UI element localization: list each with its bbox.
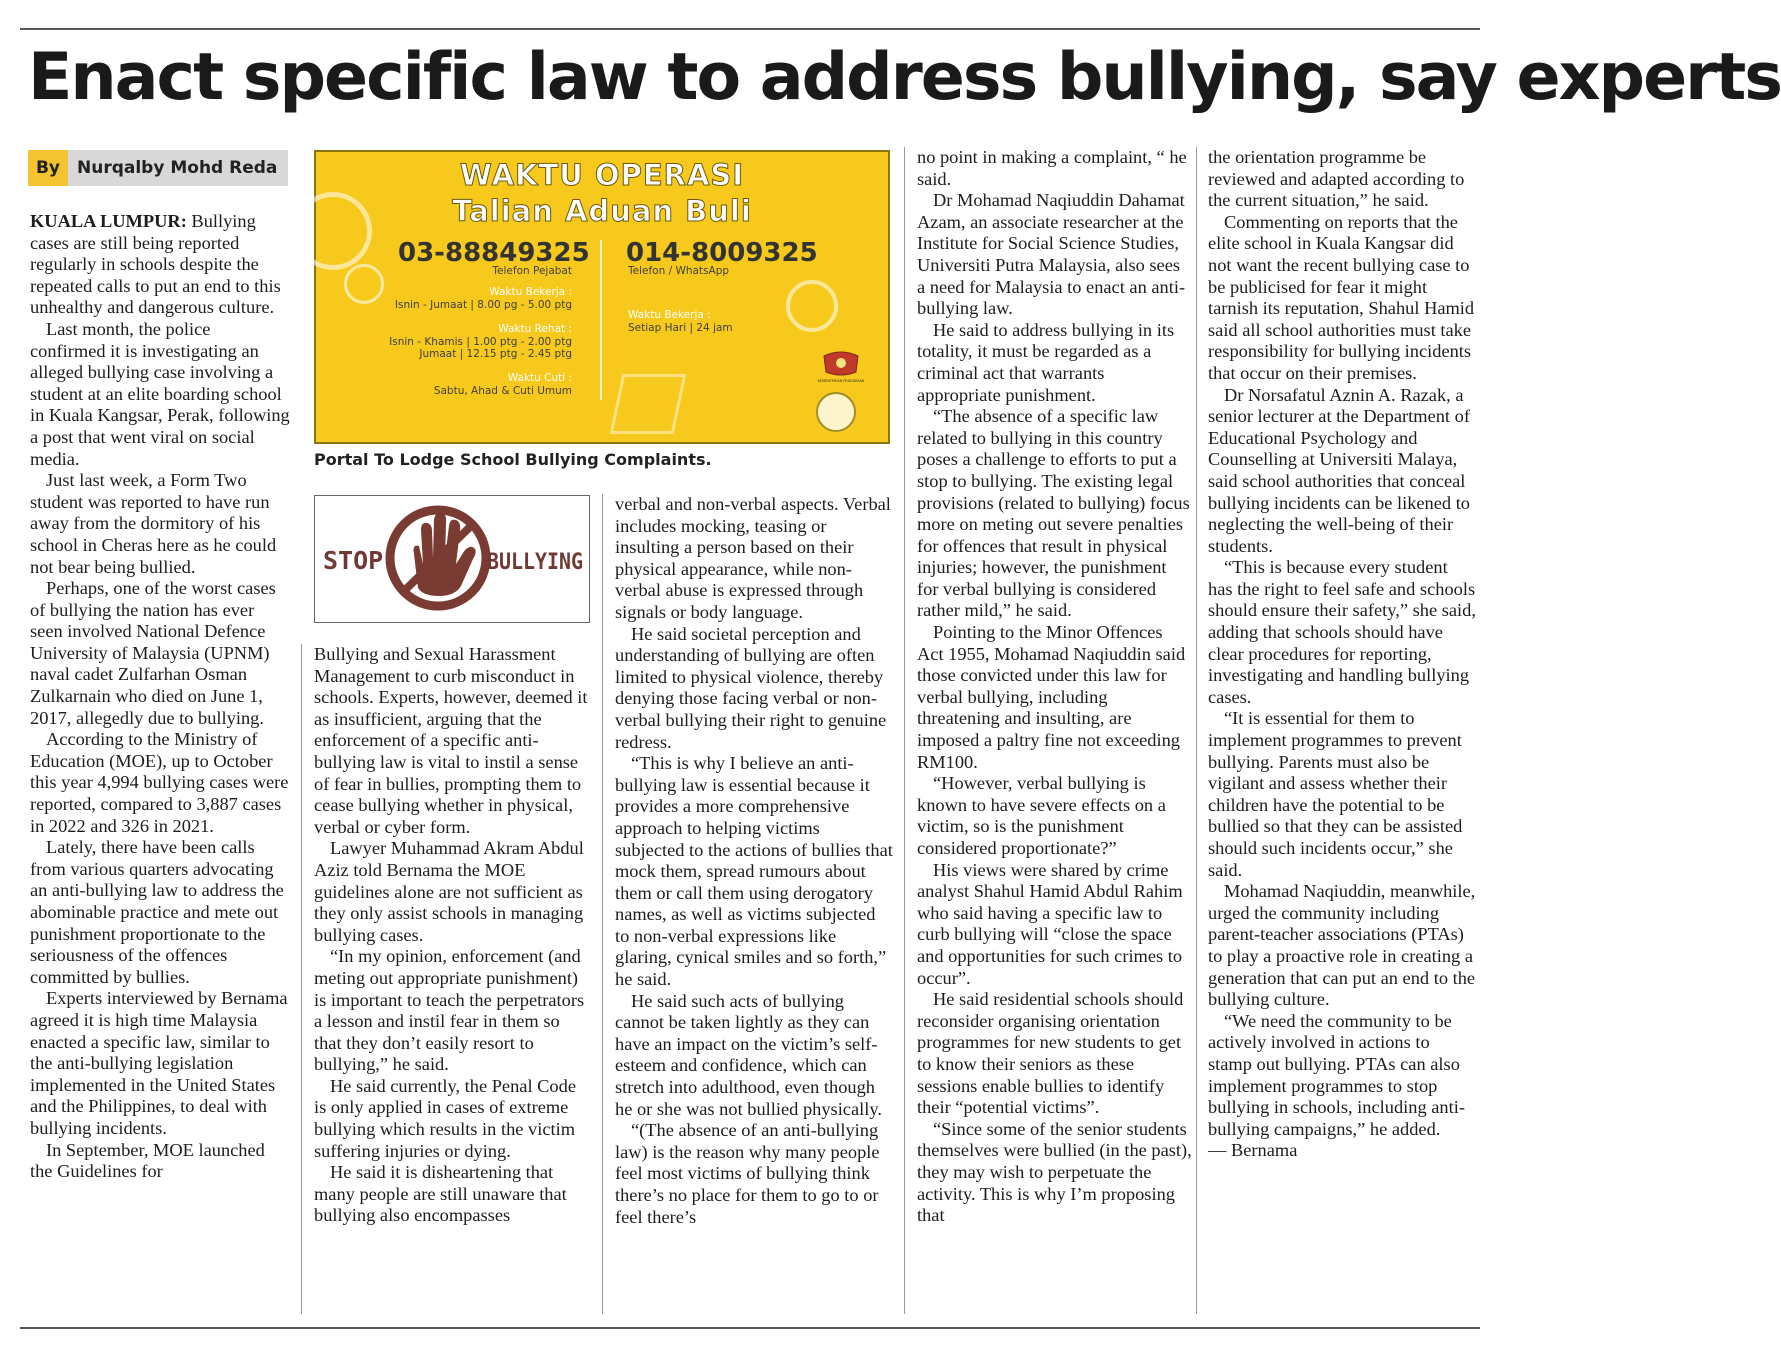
paragraph: verbal and non-verbal aspects. Verbal includes mocking, teasing or insulting a person based on their physical appearance, while non-verbal abuse is expressed through signals or body language. bbox=[615, 494, 891, 622]
stop-bullying-hand-icon bbox=[315, 496, 589, 621]
paragraph: “However, verbal bullying is known to have severe effects on a victim, so is the punishment considered proportionate?” bbox=[917, 773, 1166, 858]
paragraph: no point in making a complaint, “ he said. bbox=[917, 147, 1187, 189]
rest-hours bbox=[356, 323, 572, 361]
paragraph: Dr Norsafatul Aznin A. Razak, a senior lecturer at the Department of Educational Psychology and Counselling at Universiti Malaya, said school authorities that conceal bullying incidents can be likened to neglecting the well-being of their students. bbox=[1208, 384, 1471, 556]
ministry-crest-icon bbox=[816, 350, 866, 384]
paragraph: According to the Ministry of Education (MOE), up to October this year 4,994 bullying cases were reported, compared to 3,887 cases in 2022 and 326 in 2021. bbox=[30, 729, 289, 836]
paragraph: “The absence of a specific law related to bullying in this country poses a challenge to efforts to put a stop to bullying. The existing legal provisions (related to bullying) focus more on meting out severe penalties for offences that result in physical injuries; however, the punishment for verbal bullying is considered rather mild,” he said. bbox=[917, 406, 1190, 621]
column-divider bbox=[1196, 147, 1197, 1314]
stop-bullying-image bbox=[314, 495, 590, 623]
whatsapp-phone: 014-8009325 bbox=[626, 238, 818, 268]
dateline: KUALA LUMPUR: bbox=[30, 211, 187, 231]
paragraph bbox=[30, 211, 290, 319]
rest-hours-label: Waktu Rehat : bbox=[498, 323, 572, 335]
paragraph: Just last week, a Form Two student was reported to have run away from the dormitory of his school in Cheras here as he could not bear being bullied. bbox=[30, 470, 277, 577]
complaint-hotline-panel bbox=[314, 150, 890, 444]
byline-by-label: By bbox=[28, 150, 68, 186]
office-hours-value: Isnin - Jumaat | 8.00 pg - 5.00 ptg bbox=[394, 298, 572, 311]
off-days-value: Sabtu, Ahad & Cuti Umum bbox=[433, 384, 572, 397]
paragraph: Perhaps, one of the worst cases of bullying the nation has ever seen involved National Defence University of Malaysia (UPNM) naval cadet Zulfarhan Osman Zulkarnain who died on June 1, 2017, allegedly due to bullying. bbox=[30, 578, 276, 728]
paragraph: Last month, the police confirmed it is investigating an alleged bullying case involving a student at an elite boarding school in Kuala Kangsar, Perak, following a post that went viral on social media. bbox=[30, 318, 290, 469]
paragraph: Lawyer Muhammad Akram Abdul Aziz told Bernama the MOE guidelines alone are not sufficient as they only assist schools in managing bullying cases. bbox=[314, 838, 584, 945]
whatsapp-phone-label: Telefon / WhatsApp bbox=[628, 265, 730, 277]
paragraph: Lately, there have been calls from various quarters advocating an anti-bullying law to address the abominable practice and mete out punishment proportionate to the seriousness of the offences committed by bullies. bbox=[30, 837, 284, 987]
crest-text: KEMENTERIAN PENDIDIKAN bbox=[817, 379, 865, 383]
byline-author: Nurqalby Mohd Reda bbox=[77, 158, 278, 178]
panel-title: WAKTU OPERASI bbox=[459, 158, 745, 192]
panel-subtitle: Talian Aduan Buli bbox=[452, 194, 752, 228]
paragraph: He said such acts of bullying cannot be taken lightly as they can have an impact on the victim’s self-esteem and confidence, which can stretch into adulthood, even though he or she was not bullied physically. bbox=[615, 990, 882, 1119]
paragraph: “This is why I believe an anti-bullying law is essential because it provides a more comprehensive approach to helping victims subjected to the actions of bullies that mock them, spread rumours about them or call them using derogatory names, as well as victims subjected to non-verbal expressions like glaring, cynical smiles and so forth,” he said. bbox=[615, 753, 893, 990]
paragraph: Commenting on reports that the elite school in Kuala Kangsar did not want the recent bullying case to be publicised for fear it might tarnish its reputation, Shahul Hamid said all school authorities must take responsibility for bullying incidents that occur on their premises. bbox=[1208, 211, 1475, 383]
paragraph: In September, MOE launched the Guidelines for bbox=[30, 1139, 265, 1182]
paragraph: “(The absence of an anti-bullying law) is the reason why many people feel most victims of bullying think there’s no place for them to go to or feel there’s bbox=[615, 1120, 880, 1227]
paragraph: He said residential schools should reconsider organising orientation programmes for new students to get to know their seniors as these sessions enable bullies to identify their “potential victims”. bbox=[917, 989, 1184, 1118]
off-days bbox=[356, 372, 572, 397]
paragraph-text: Bullying cases are still being reported regularly in schools despite the repeated calls to put an end to this unhealthy and dangerous culture. bbox=[30, 211, 281, 318]
panel-divider bbox=[600, 240, 602, 400]
whatsapp-hours-value: Setiap Hari | 24 jam bbox=[628, 321, 733, 334]
article-column-4 bbox=[917, 147, 1192, 1316]
whatsapp-hours-label: Waktu Bekerja : bbox=[628, 309, 711, 321]
office-phone: 03-88849325 bbox=[398, 238, 590, 268]
article-column-3 bbox=[615, 494, 893, 1316]
whatsapp-hours bbox=[628, 309, 828, 334]
article-column-5 bbox=[1208, 147, 1476, 1316]
article-column-2 bbox=[314, 644, 591, 1316]
paragraph: He said it is disheartening that many people are still unaware that bullying also encompasses bbox=[314, 1162, 567, 1226]
image-caption: Portal To Lodge School Bullying Complaints. bbox=[314, 450, 712, 469]
headline: Enact specific law to address bullying, say experts bbox=[28, 40, 1781, 115]
column-divider bbox=[602, 494, 603, 1314]
column-divider bbox=[904, 147, 905, 1314]
paragraph: “Since some of the senior students themselves were bullied (in the past), they may wish to perpetuate the activity. This is why I’m proposing that bbox=[917, 1118, 1192, 1226]
paragraph: He said currently, the Penal Code is only applied in cases of extreme bullying which results in the victim suffering injuries or dying. bbox=[314, 1075, 576, 1161]
bullying-text: BULLYING bbox=[487, 550, 583, 575]
column-divider bbox=[301, 644, 302, 1314]
paragraph: Bullying and Sexual Harassment Management to curb misconduct in schools. Experts, however, deemed it as insufficient, arguing that the enforcement of a specific anti-bullying law is vital to instil a sense of fear in bullies, prompting them to cease bullying whether in physical, verbal or cyber form. bbox=[314, 644, 588, 837]
document-icon bbox=[610, 374, 687, 434]
paragraph: the orientation programme be reviewed and adapted according to the current situation,” he said. bbox=[1208, 147, 1465, 211]
paragraph: Mohamad Naqiuddin, meanwhile, urged the community including parent-teacher associations (PTAs) to play a proactive role in creating a generation that can put an end to the bullying culture. bbox=[1208, 881, 1476, 1010]
paragraph: Experts interviewed by Bernama agreed it is high time Malaysia enacted a specific law, similar to the anti-bullying legislation implemented in the United States and the Philippines, to deal with bullying incidents. bbox=[30, 988, 288, 1138]
paragraph: Dr Mohamad Naqiuddin Dahamat Azam, an associate researcher at the Institute for Social Science Studies, Universiti Putra Malaysia, also sees a need for Malaysia to enact an anti-bullying law. bbox=[917, 190, 1186, 319]
article-column-1 bbox=[30, 211, 290, 1316]
stop-text: STOP bbox=[323, 546, 384, 575]
office-hours bbox=[356, 286, 572, 311]
top-rule bbox=[20, 28, 1480, 30]
byline bbox=[28, 150, 288, 186]
paragraph: “This is because every student has the right to feel safe and schools should ensure their safety,” she said, adding that schools should have clear procedures for reporting, investigating and handling bullying cases. bbox=[1208, 557, 1476, 707]
paragraph: “We need the community to be actively involved in actions to stamp out bullying. PTAs can also implement programmes to stop bullying in schools, including anti-bullying campaigns,” he added. bbox=[1208, 1010, 1465, 1139]
paragraph: “It is essential for them to implement programmes to prevent bullying. Parents must also be vigilant and assess whether their children have the potential to be bullied so that they can be assisted should such incidents occur,” she said. bbox=[1208, 708, 1463, 880]
anti-bullying-badge-icon bbox=[816, 392, 856, 432]
article-signoff: — Bernama bbox=[1208, 1140, 1298, 1161]
office-phone-label: Telefon Pejabat bbox=[492, 265, 572, 277]
paragraph: He said to address bullying in its totality, it must be regarded as a criminal act that warrants appropriate punishment. bbox=[917, 319, 1175, 405]
office-hours-label: Waktu Bekerja : bbox=[489, 286, 572, 298]
bottom-rule bbox=[20, 1327, 1480, 1329]
rest-hours-value-1: Isnin - Khamis | 1.00 ptg - 2.00 ptg bbox=[389, 335, 572, 348]
paragraph: His views were shared by crime analyst Shahul Hamid Abdul Rahim who said having a specific law to curb bullying will “close the space and opportunities for such crimes to occur”. bbox=[917, 859, 1183, 988]
rest-hours-value-2: Jumaat | 12.15 ptg - 2.45 ptg bbox=[419, 348, 572, 360]
paragraph: Pointing to the Minor Offences Act 1955, Mohamad Naqiuddin said those convicted under this law for verbal bullying, including threatening and insulting, are imposed a paltry fine not exceeding RM100. bbox=[917, 622, 1186, 772]
paragraph: He said societal perception and understanding of bullying are often limited to physical violence, thereby denying those facing verbal or non-verbal bullying their right to genuine redress. bbox=[615, 623, 887, 752]
off-days-label: Waktu Cuti : bbox=[507, 372, 572, 384]
paragraph: “In my opinion, enforcement (and meting out appropriate punishment) is important to teach the perpetrators a lesson and instil fear in them so that they don’t easily resort to bullying,” he said. bbox=[314, 946, 585, 1075]
